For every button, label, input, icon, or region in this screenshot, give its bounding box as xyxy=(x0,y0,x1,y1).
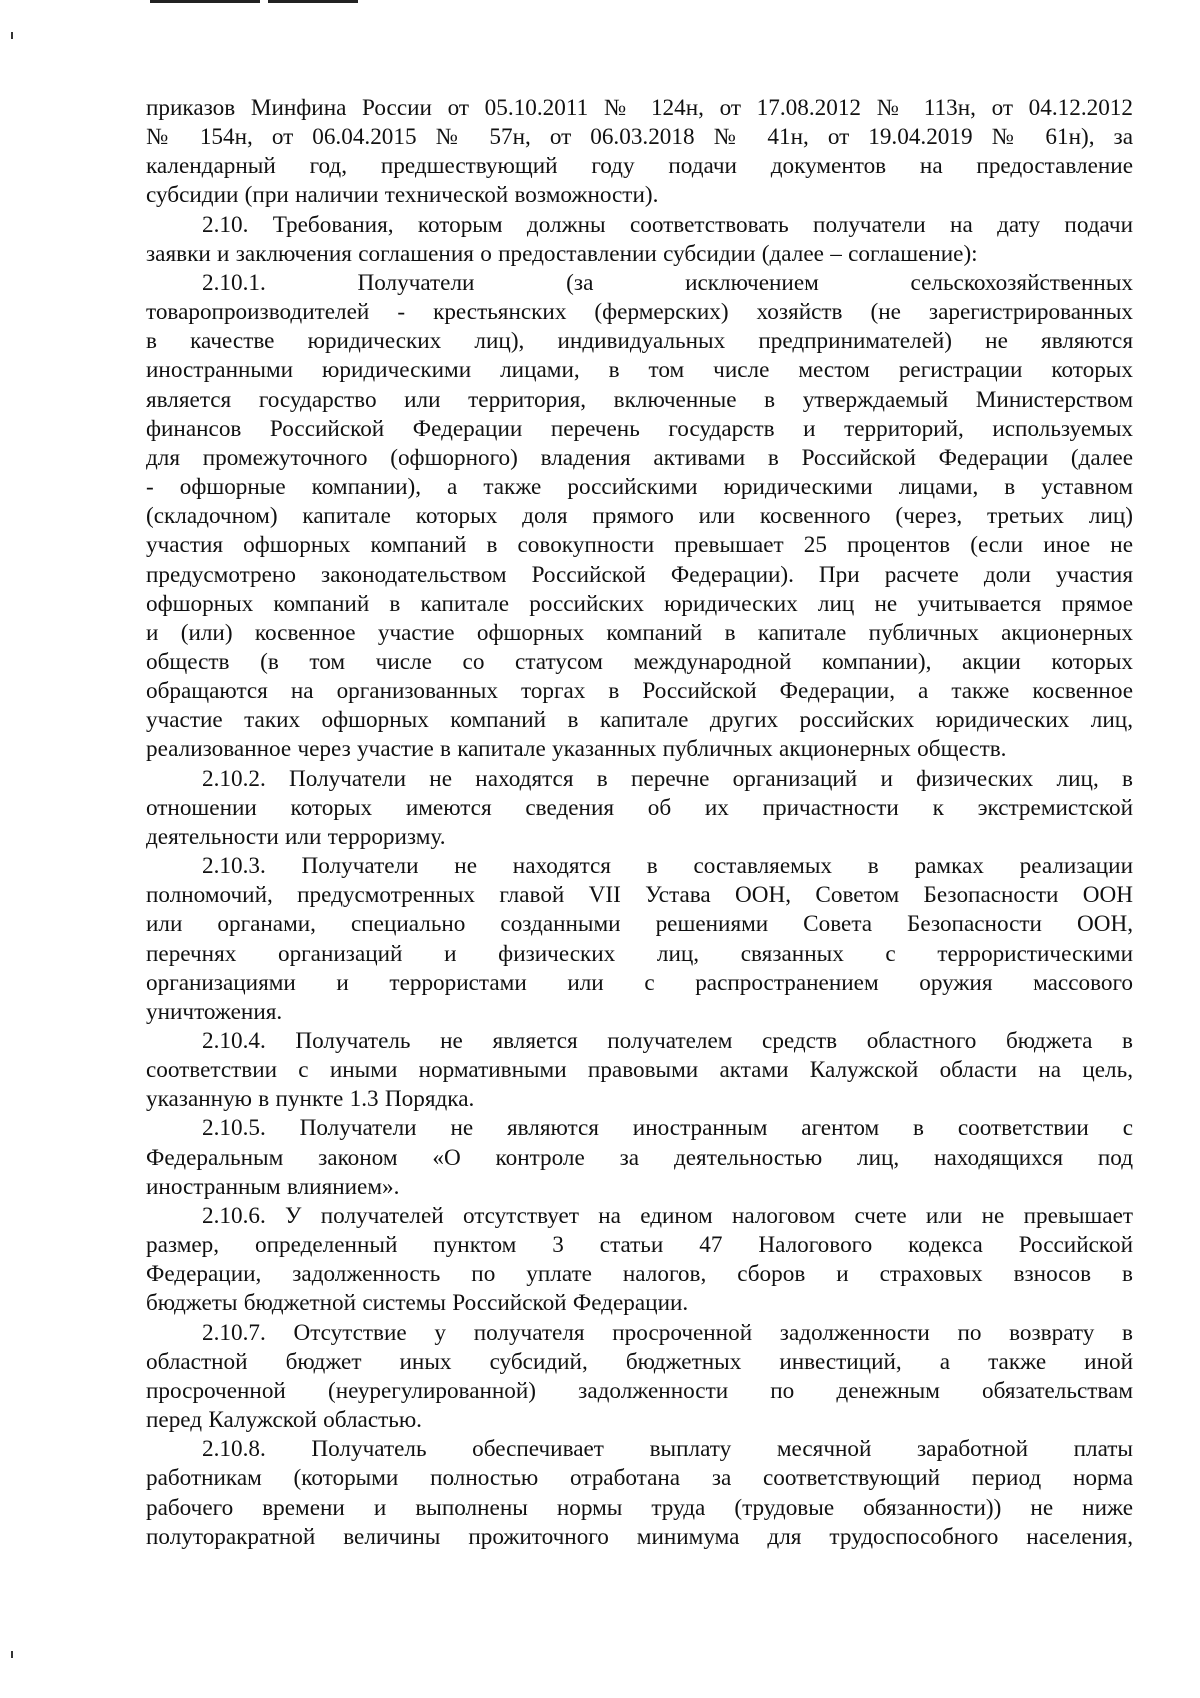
paragraph-2-10-3 xyxy=(146,852,1133,1027)
text-line: обращаются на организованных торгах в Российской Федерации, а также косвенное xyxy=(146,678,1133,705)
text-line: Федеральным законом «О контроле за деятельностью лиц, находящихся под xyxy=(146,1144,1133,1171)
text-line: 2.10.8. Получатель обеспечивает выплату месячной заработной платы xyxy=(202,1436,1133,1463)
scan-edge-mark xyxy=(11,32,13,39)
text-line: уничтожения. xyxy=(146,998,283,1025)
text-line: или органами, специально созданными решениями Совета Безопасности ООН, xyxy=(146,911,1133,938)
text-line: участие таких офшорных компаний в капитале других российских юридических лиц, xyxy=(146,707,1133,734)
scan-top-rule xyxy=(268,0,358,3)
text-line: 2.10.3. Получатели не находятся в составляемых в рамках реализации xyxy=(202,853,1133,880)
text-line: полномочий, предусмотренных главой VII Устава ООН, Советом Безопасности ООН xyxy=(146,882,1133,909)
text-line: обществ (в том числе со статусом международной компании), акции которых xyxy=(146,648,1133,675)
text-line: 2.10.4. Получатель не является получателем средств областного бюджета в xyxy=(202,1028,1133,1054)
text-line: 2.10.1. Получатели (за исключением сельскохозяйственных xyxy=(202,269,1133,296)
paragraph-2-10 xyxy=(146,211,1133,269)
text-line: работникам (которыми полностью отработана за соответствующий период норма xyxy=(146,1465,1133,1492)
scan-edge-mark xyxy=(11,1651,13,1658)
paragraph-2-10-5 xyxy=(146,1114,1133,1201)
text-line: соответствии с иными нормативными правовыми актами Калужской области на цель, xyxy=(146,1057,1133,1084)
document-body xyxy=(146,94,1133,1552)
paragraph-2-10-7 xyxy=(146,1319,1133,1436)
text-line: размер, определенный пунктом 3 статьи 47 Налогового кодекса Российской xyxy=(146,1232,1133,1259)
text-line: 2.10.7. Отсутствие у получателя просроченной задолженности по возврату в xyxy=(202,1319,1133,1346)
text-line: календарный год, предшествующий году подачи документов на предоставление xyxy=(146,153,1133,180)
text-line: (складочном) капитале которых доля прямого или косвенного (через, третьих лиц) xyxy=(146,503,1133,530)
text-line: 2.10. Требования, которым должны соответствовать получатели на дату подачи xyxy=(202,211,1133,238)
text-line: перечнях организаций и физических лиц, связанных с террористическими xyxy=(146,940,1133,967)
text-line: указанную в пункте 1.3 Порядка. xyxy=(146,1086,475,1113)
text-line: предусмотрено законодательством Российской Федерации). При расчете доли участия xyxy=(146,561,1133,588)
text-line: офшорных компаний в капитале российских юридических лиц не учитывается прямое xyxy=(146,590,1133,617)
text-line: 2.10.6. У получателей отсутствует на едином налоговом счете или не превышает xyxy=(202,1202,1133,1229)
text-line: областной бюджет иных субсидий, бюджетных инвестиций, а также иной xyxy=(146,1348,1133,1375)
text-line: товаропроизводителей - крестьянских (фермерских) хозяйств (не зарегистрированных xyxy=(146,299,1133,326)
text-line: 2.10.2. Получатели не находятся в перечне организаций и физических лиц, в xyxy=(202,765,1133,792)
paragraph-2-10-1 xyxy=(146,269,1133,765)
text-line: просроченной (неурегулированной) задолженности по денежным обязательствам xyxy=(146,1377,1133,1404)
text-line: отношении которых имеются сведения об их причастности к экстремистской xyxy=(146,794,1133,821)
text-line: является государство или территория, включенные в утверждаемый Министерством xyxy=(146,386,1133,413)
text-line: полуторакратной величины прожиточного минимума для трудоспособного населения, xyxy=(146,1523,1133,1550)
text-line: участия офшорных компаний в совокупности превышает 25 процентов (если иное не xyxy=(146,532,1133,559)
text-line: 2.10.5. Получатели не являются иностранным агентом в соответствии с xyxy=(202,1115,1133,1142)
text-line: № 154н, от 06.04.2015 № 57н, от 06.03.2018 № 41н, от 19.04.2019 № 61н), за xyxy=(146,124,1133,151)
text-line: субсидии (при наличии технической возможности). xyxy=(146,182,659,209)
text-line: - офшорные компании), а также российскими юридическими лицами, в уставном xyxy=(146,474,1133,501)
text-line: заявки и заключения соглашения о предоставлении субсидии (далее – соглашение): xyxy=(146,240,978,267)
text-line: иностранными юридическими лицами, в том числе местом регистрации которых xyxy=(146,357,1133,384)
text-line: иностранным влиянием». xyxy=(146,1173,400,1200)
text-line: реализованное через участие в капитале указанных публичных акционерных обществ. xyxy=(146,736,1007,763)
text-line: деятельности или терроризму. xyxy=(146,823,446,850)
paragraph-2-10-8 xyxy=(146,1435,1133,1552)
paragraph-2-10-4 xyxy=(146,1027,1133,1114)
text-line: перед Калужской областью. xyxy=(146,1407,422,1434)
text-line: приказов Минфина России от 05.10.2011 № 124н, от 17.08.2012 № 113н, от 04.12.2012 xyxy=(146,95,1133,121)
paragraph-2-10-2 xyxy=(146,765,1133,852)
paragraph-continuation xyxy=(146,94,1133,211)
paragraph-2-10-6 xyxy=(146,1202,1133,1319)
text-line: и (или) косвенное участие офшорных компаний в капитале публичных акционерных xyxy=(146,619,1133,646)
scan-top-rule xyxy=(150,0,260,3)
text-line: бюджеты бюджетной системы Российской Федерации. xyxy=(146,1290,689,1317)
text-line: организациями и террористами или с распространением оружия массового xyxy=(146,969,1133,996)
text-line: финансов Российской Федерации перечень государств и территорий, используемых xyxy=(146,415,1133,442)
text-line: Федерации, задолженность по уплате налогов, сборов и страховых взносов в xyxy=(146,1261,1133,1288)
text-line: в качестве юридических лиц), индивидуальных предпринимателей) не являются xyxy=(146,328,1133,355)
text-line: рабочего времени и выполнены нормы труда (трудовые обязанности)) не ниже xyxy=(146,1494,1133,1521)
text-line: для промежуточного (офшорного) владения активами в Российской Федерации (далее xyxy=(146,444,1133,471)
